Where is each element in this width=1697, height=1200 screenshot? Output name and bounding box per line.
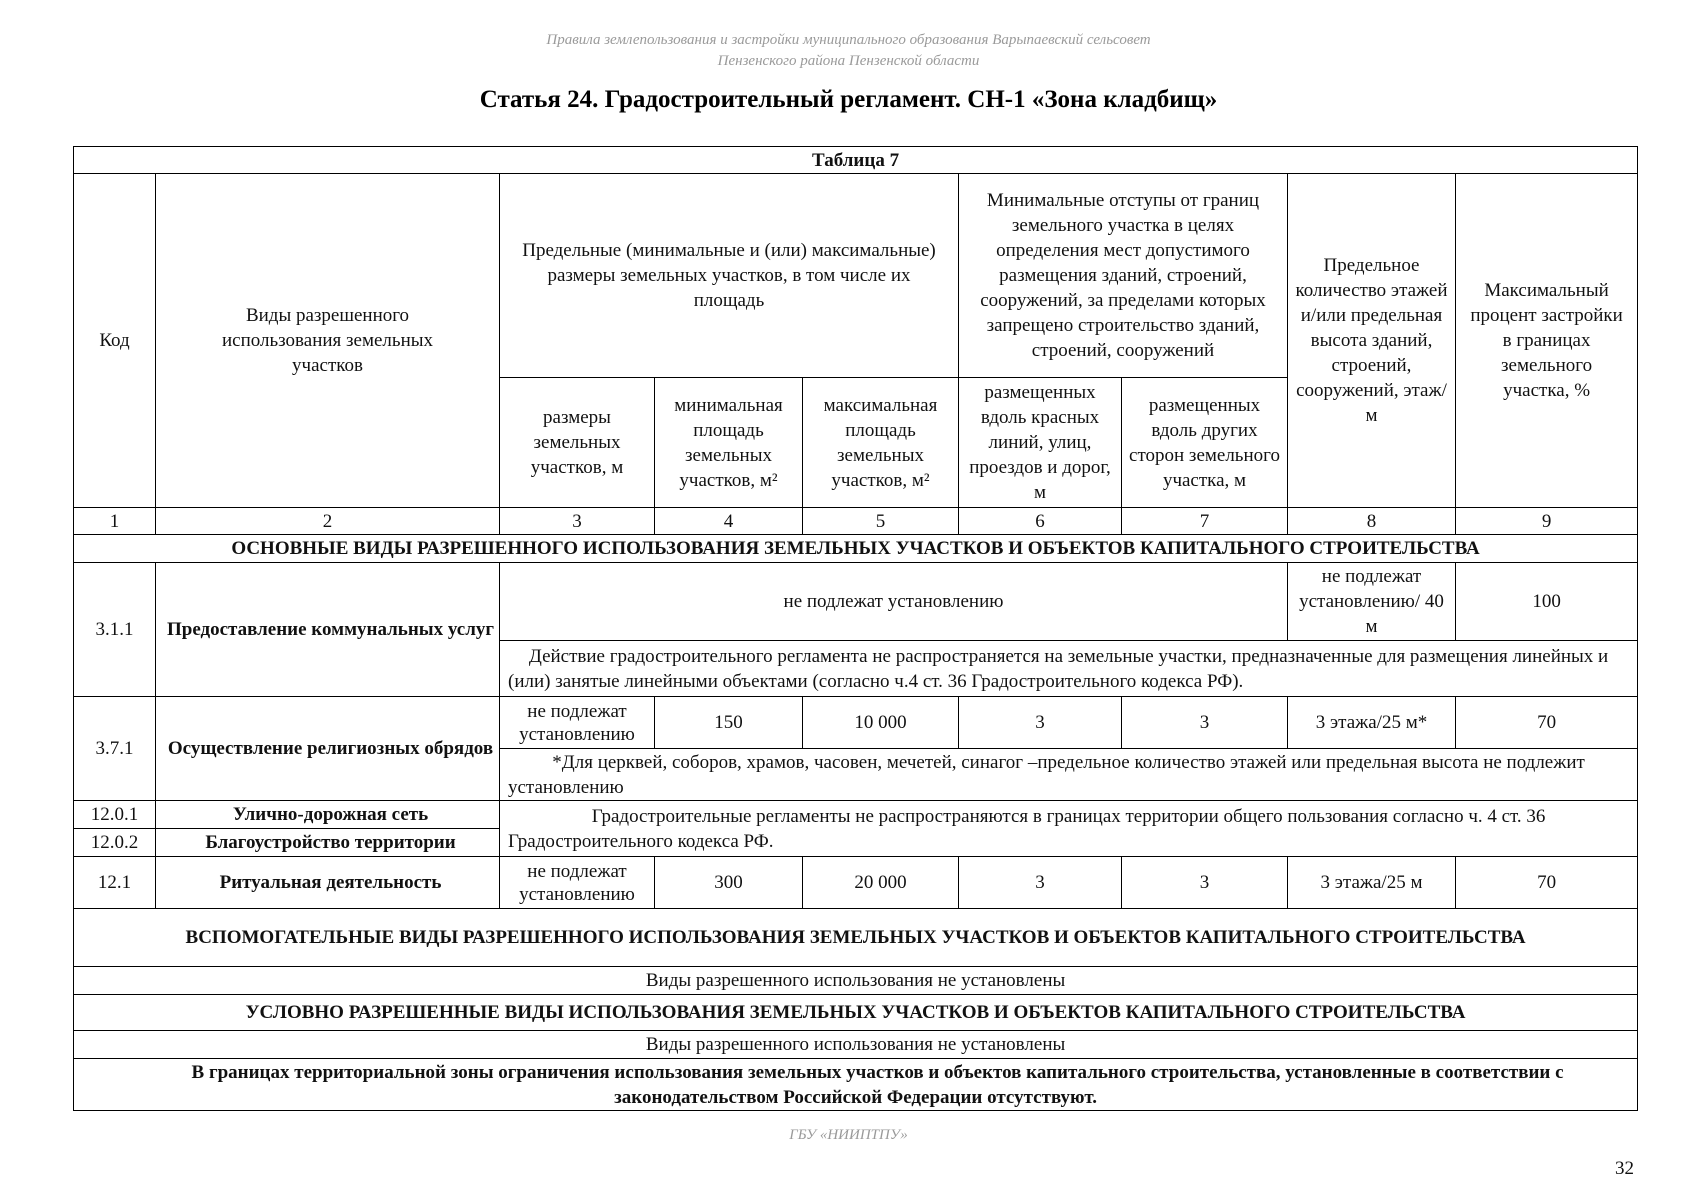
col-number: 8 [1288,508,1456,535]
regulation-table [73,146,1638,1111]
head-along-other: размещенных вдоль других сторон земельного участка, м [1122,378,1288,508]
row-floors: 3 этажа/25 м* [1288,697,1456,749]
page-number: 32 [1615,1158,1634,1179]
table-footnote-text: В границах территориальной зоны ограничения использования земельных участков и объектов капитального строительства, установленные в соответствии с законодательством Российской Федерации отсутствуют. [191,1061,1564,1108]
section-aux-value: Виды разрешенного использования не установлены [74,967,1638,995]
row-code: 12.0.1 [74,801,156,829]
page-title: Статья 24. Градостроительный регламент. СН-1 «Зона кладбищ» [479,86,1218,113]
col-number: 9 [1456,508,1638,535]
row-code: 12.0.2 [74,829,156,857]
col-number: 3 [500,508,655,535]
row-name: Улично-дорожная сеть [156,801,500,829]
row-size: не подлежат установлению [500,697,655,749]
row-name: Ритуальная деятельность [156,857,500,909]
row-note: Действие градостроительного регламента не распространяется на земельные участки, предназначенные для размещения линейных и (или) занятые линейными объектами (согласно ч.4 ст. 36 Градостроительного кодекса РФ). [500,641,1638,697]
row-code: 3.7.1 [74,697,156,801]
row-along-red: 3 [959,857,1122,909]
head-percent: Максимальный процент застройки в границах земельного участка, % [1456,174,1638,508]
table-footnote [74,1059,1638,1111]
col-number: 7 [1122,508,1288,535]
col-number: 2 [156,508,500,535]
row-percent: 70 [1456,697,1638,749]
head-along-red: размещенных вдоль красных линий, улиц, проездов и дорог, м [959,378,1122,508]
col-number: 1 [74,508,156,535]
row-min-area: 150 [655,697,803,749]
row-min-area: 300 [655,857,803,909]
row-floors: не подлежат установлению/ 40 м [1288,563,1456,641]
head-floors: Предельное количество этажей и/или предельная высота зданий, строений, сооружений, этаж/м [1288,174,1456,508]
col-number: 6 [959,508,1122,535]
running-header-line-2: Пензенского района Пензенской области [717,53,980,69]
head-setbacks: Минимальные отступы от границ земельного участка в целях определения мест допустимого размещения зданий, строений, сооружений, за пределами которых запрещено строительство зданий, строений, сооружений [959,174,1288,378]
row-percent: 100 [1456,563,1638,641]
row-code: 3.1.1 [74,563,156,697]
head-code: Код [74,174,156,508]
head-limits: Предельные (минимальные и (или) максимальные) размеры земельных участков, в том числе их площадь [500,174,959,378]
section-main-heading: ОСНОВНЫЕ ВИДЫ РАЗРЕШЕННОГО ИСПОЛЬЗОВАНИЯ ЗЕМЕЛЬНЫХ УЧАСТКОВ И ОБЪЕКТОВ КАПИТАЛЬНОГО СТРОИТЕЛЬСТВА [74,535,1638,563]
head-kinds: Виды разрешенного использования земельных участков [156,174,500,508]
row-name: Предоставление коммунальных услуг [156,563,500,697]
running-header-line-1: Правила землепользования и застройки муниципального образования Варыпаевский сельсовет [546,32,1151,48]
head-min-area: минимальная площадь земельных участков, м² [655,378,803,508]
col-number: 4 [655,508,803,535]
row-max-area: 10 000 [803,697,959,749]
row-name: Благоустройство территории [156,829,500,857]
head-size: размеры земельных участков, м [500,378,655,508]
col-number: 5 [803,508,959,535]
running-footer: ГБУ «НИИПТПУ» [789,1127,908,1143]
row-max-area: 20 000 [803,857,959,909]
section-aux-heading: ВСПОМОГАТЕЛЬНЫЕ ВИДЫ РАЗРЕШЕННОГО ИСПОЛЬЗОВАНИЯ ЗЕМЕЛЬНЫХ УЧАСТКОВ И ОБЪЕКТОВ КАПИТАЛЬНОГО СТРОИТЕЛЬСТВА [74,909,1638,967]
row-size: не подлежат установлению [500,857,655,909]
row-along-red: 3 [959,697,1122,749]
row-code: 12.1 [74,857,156,909]
row-merged-value: не подлежат установлению [500,563,1288,641]
table-label: Таблица 7 [74,147,1638,174]
section-cond-value: Виды разрешенного использования не установлены [74,1031,1638,1059]
head-max-area: максимальная площадь земельных участков, м² [803,378,959,508]
row-note: Градостроительные регламенты не распространяются в границах территории общего пользования согласно ч. 4 ст. 36 Градостроительного кодекса РФ. [500,801,1638,857]
row-along-other: 3 [1122,857,1288,909]
section-cond-heading: УСЛОВНО РАЗРЕШЕННЫЕ ВИДЫ ИСПОЛЬЗОВАНИЯ ЗЕМЕЛЬНЫХ УЧАСТКОВ И ОБЪЕКТОВ КАПИТАЛЬНОГО СТРОИТЕЛЬСТВА [74,995,1638,1031]
row-percent: 70 [1456,857,1638,909]
row-note: *Для церквей, соборов, храмов, часовен, мечетей, синагог –предельное количество этажей или предельная высота не подлежит установлению [500,749,1638,801]
row-name: Осуществление религиозных обрядов [156,697,500,801]
row-floors: 3 этажа/25 м [1288,857,1456,909]
row-along-other: 3 [1122,697,1288,749]
